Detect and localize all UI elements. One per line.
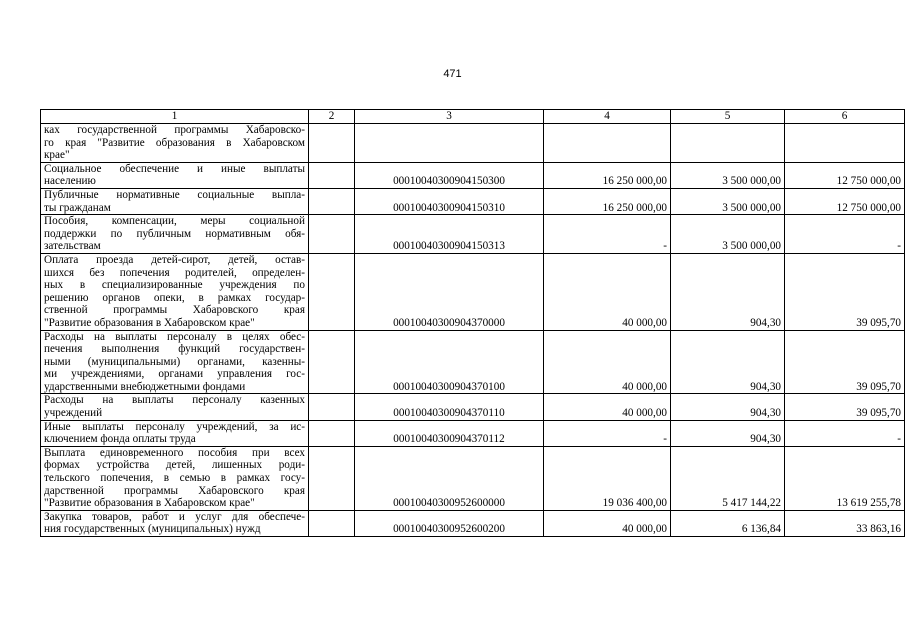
description-line: шихся без попечения родителей, определен-	[44, 266, 305, 279]
row-col-2	[309, 394, 355, 420]
description-line: ственной программы Хабаровского края	[44, 304, 305, 317]
row-description	[41, 394, 309, 420]
table-row	[41, 510, 905, 536]
row-code: 00010040300904150310	[355, 188, 544, 214]
table-row	[41, 446, 905, 510]
row-value-col-6: -	[785, 215, 905, 254]
description-line: тельского попечения, в семью в рамках госу-	[44, 472, 305, 485]
description-line: ты гражданам	[44, 201, 111, 214]
description-line: ных в специализированные учреждения по	[44, 279, 305, 292]
row-description	[41, 510, 309, 536]
row-value-col-4: 40 000,00	[544, 253, 671, 330]
row-description	[41, 162, 309, 188]
row-code: 00010040300904370000	[355, 253, 544, 330]
row-value-col-4: -	[544, 215, 671, 254]
row-value-col-5: 904,30	[671, 420, 785, 446]
row-col-2	[309, 420, 355, 446]
description-line: ми учреждениями, органами управления гос-	[44, 368, 305, 381]
row-value-col-6: 39 095,70	[785, 330, 905, 394]
row-description	[41, 330, 309, 394]
row-value-col-6	[785, 124, 905, 163]
row-code: 00010040300904370100	[355, 330, 544, 394]
row-value-col-4: 40 000,00	[544, 510, 671, 536]
row-value-col-6: 13 619 255,78	[785, 446, 905, 510]
row-col-2	[309, 162, 355, 188]
description-line: "Развитие образования в Хабаровском крае"	[44, 316, 255, 329]
description-line: Публичные нормативные социальные выпла-	[44, 188, 305, 201]
description-line: ударственными внебюджетными фондами	[44, 380, 246, 393]
row-value-col-6: 12 750 000,00	[785, 188, 905, 214]
description-line: ными (муниципальными) органами, казенны-	[44, 355, 305, 368]
header-col-1: 1	[41, 110, 309, 124]
row-col-2	[309, 253, 355, 330]
table-row	[41, 420, 905, 446]
description-line: Иные выплаты персоналу учреждений, за ис-	[44, 420, 305, 433]
description-line: формах устройства детей, лишенных роди-	[44, 459, 305, 472]
row-code: 00010040300904150300	[355, 162, 544, 188]
row-col-2	[309, 215, 355, 254]
row-code	[355, 124, 544, 163]
row-value-col-4: 16 250 000,00	[544, 188, 671, 214]
table-row	[41, 215, 905, 254]
description-line: Социальное обеспечение и иные выплаты	[44, 162, 305, 175]
row-value-col-4: 16 250 000,00	[544, 162, 671, 188]
row-col-2	[309, 188, 355, 214]
description-line: Оплата проезда детей-сирот, детей, остав-	[44, 253, 305, 266]
header-col-2: 2	[309, 110, 355, 124]
row-value-col-5: 904,30	[671, 394, 785, 420]
row-description	[41, 188, 309, 214]
row-value-col-5: 5 417 144,22	[671, 446, 785, 510]
row-value-col-6: 33 863,16	[785, 510, 905, 536]
description-line: ключением фонда оплаты труда	[44, 433, 196, 446]
description-line: го края "Развитие образования в Хабаровском	[44, 136, 305, 149]
description-line: Расходы на выплаты персоналу в целях обес-	[44, 330, 305, 343]
row-value-col-6: 39 095,70	[785, 394, 905, 420]
description-line: поддержки по публичным нормативным обя-	[44, 227, 305, 240]
row-value-col-5	[671, 124, 785, 163]
description-line: зательствам	[44, 240, 101, 253]
row-col-2	[309, 330, 355, 394]
header-col-6: 6	[785, 110, 905, 124]
header-col-5: 5	[671, 110, 785, 124]
row-code: 00010040300904150313	[355, 215, 544, 254]
row-value-col-4: 19 036 400,00	[544, 446, 671, 510]
row-value-col-6: 39 095,70	[785, 253, 905, 330]
header-col-3: 3	[355, 110, 544, 124]
row-description	[41, 215, 309, 254]
row-code: 00010040300952600200	[355, 510, 544, 536]
row-col-2	[309, 124, 355, 163]
budget-table	[40, 109, 905, 537]
row-value-col-4: 40 000,00	[544, 394, 671, 420]
row-description	[41, 446, 309, 510]
row-value-col-4: 40 000,00	[544, 330, 671, 394]
description-line: дарственной программы Хабаровского края	[44, 484, 305, 497]
table-row	[41, 188, 905, 214]
row-description	[41, 420, 309, 446]
row-value-col-5: 6 136,84	[671, 510, 785, 536]
description-line: населению	[44, 175, 96, 188]
row-description	[41, 253, 309, 330]
header-row	[41, 110, 905, 124]
row-value-col-6: 12 750 000,00	[785, 162, 905, 188]
row-value-col-5: 3 500 000,00	[671, 215, 785, 254]
description-line: учреждений	[44, 407, 103, 420]
row-value-col-4	[544, 124, 671, 163]
description-line: Выплата единовременного пособия при всех	[44, 446, 305, 459]
row-description	[41, 124, 309, 163]
header-col-4: 4	[544, 110, 671, 124]
row-col-2	[309, 446, 355, 510]
row-value-col-5: 3 500 000,00	[671, 188, 785, 214]
row-code: 00010040300904370110	[355, 394, 544, 420]
row-code: 00010040300952600000	[355, 446, 544, 510]
table-row	[41, 124, 905, 163]
row-value-col-5: 904,30	[671, 253, 785, 330]
page-number: 471	[443, 68, 462, 80]
description-line: решению органов опеки, в рамках государ-	[44, 291, 305, 304]
row-value-col-5: 3 500 000,00	[671, 162, 785, 188]
table-row	[41, 330, 905, 394]
description-line: Расходы на выплаты персоналу казенных	[44, 394, 305, 407]
row-code: 00010040300904370112	[355, 420, 544, 446]
description-line: ния государственных (муниципальных) нужд	[44, 523, 261, 536]
description-line: "Развитие образования в Хабаровском крае"	[44, 497, 255, 510]
table-row	[41, 162, 905, 188]
description-line: Пособия, компенсации, меры социальной	[44, 215, 305, 228]
row-value-col-5: 904,30	[671, 330, 785, 394]
table-body	[41, 124, 905, 537]
description-line: печения выполнения функций государствен-	[44, 343, 305, 356]
description-line: ках государственной программы Хабаровско-	[44, 124, 305, 136]
row-value-col-4: -	[544, 420, 671, 446]
row-value-col-6: -	[785, 420, 905, 446]
description-line: крае"	[44, 149, 70, 162]
table-row	[41, 253, 905, 330]
row-col-2	[309, 510, 355, 536]
description-line: Закупка товаров, работ и услуг для обеспече-	[44, 510, 305, 523]
table-row	[41, 394, 905, 420]
